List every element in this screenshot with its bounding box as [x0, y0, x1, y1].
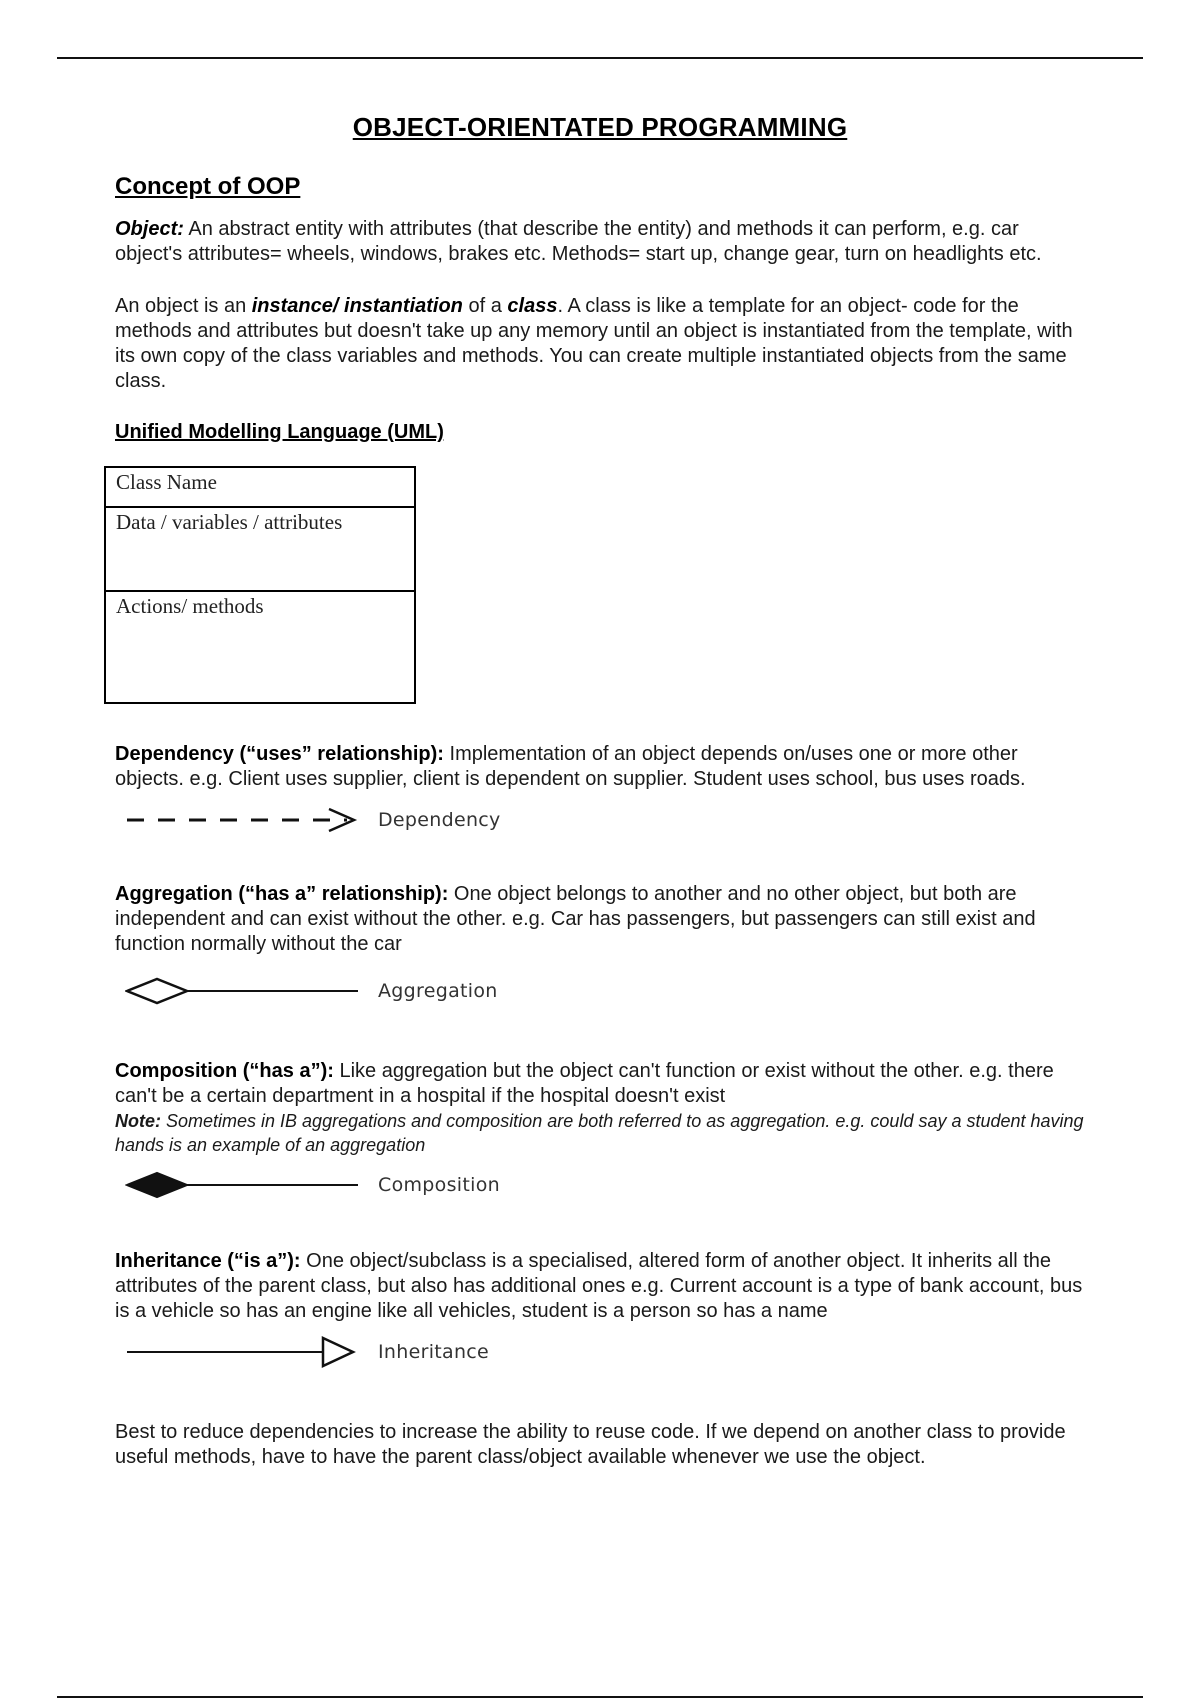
- dependency-diagram: [125, 800, 1085, 840]
- inheritance-paragraph: [115, 1249, 1085, 1324]
- object-text: An abstract entity with attributes (that describe the entity) and methods it can perform, e.g. car object's attributes= wheels, windows, brakes etc. Methods= start up, change gear, turn on headlights etc.: [115, 218, 1042, 265]
- aggregation-paragraph: [115, 882, 1085, 957]
- aggregation-hollow-diamond-icon: [125, 976, 360, 1006]
- instance-text-2: of a: [462, 295, 508, 317]
- object-definition: [115, 217, 1085, 267]
- aggregation-diagram: [125, 971, 1085, 1011]
- uml-methods: Actions/ methods: [116, 594, 264, 618]
- note-text: Sometimes in IB aggregations and composition are both referred to as aggregation. e.g. could say a student having hands is an example of an aggregation: [115, 1111, 1084, 1155]
- document-page: [115, 112, 1085, 1470]
- page-title: OBJECT-ORIENTATED PROGRAMMING: [352, 112, 848, 142]
- composition-filled-diamond-icon: [125, 1170, 360, 1200]
- dependency-paragraph: [115, 742, 1085, 792]
- aggregation-text: One object belongs to another and no other object, but both are independent and can exist without the other. e.g. Car has passengers, but passengers can still exist and function normally without the car: [115, 883, 1036, 955]
- class-term: class: [507, 295, 558, 317]
- composition-diagram-label: Composition: [378, 1174, 500, 1196]
- aggregation-label: Aggregation (“has a” relationship):: [115, 883, 449, 905]
- section-heading: Concept of OOP: [115, 173, 301, 200]
- composition-text: Like aggregation but the object can't function or exist without the other. e.g. there can't be a certain department in a hospital if the hospital doesn't exist: [115, 1060, 1054, 1107]
- dependency-diagram-label: Dependency: [378, 809, 501, 831]
- inheritance-text: One object/subclass is a specialised, altered form of another object. It inherits all the attributes of the parent class, but also has additional ones e.g. Current account is a type of bank account, bus is a vehicle so has an engine like all vehicles, student is a person so has a name: [115, 1250, 1083, 1322]
- composition-diagram: [125, 1165, 1085, 1205]
- uml-class-name: Class Name: [106, 468, 414, 508]
- dependency-label: Dependency (“uses” relationship):: [115, 743, 444, 765]
- composition-note: [115, 1109, 1085, 1157]
- inheritance-diagram-label: Inheritance: [378, 1341, 490, 1363]
- instance-term: instance/ instantiation: [251, 295, 463, 317]
- composition-label: Composition (“has a”):: [115, 1060, 334, 1082]
- footer-rule: [57, 1696, 1143, 1698]
- uml-class-box: [104, 466, 416, 704]
- object-label: Object:: [115, 218, 184, 240]
- dependency-text: Implementation of an object depends on/uses one or more other objects. e.g. Client uses supplier, client is dependent on supplier. Student uses school, bus uses roads.: [115, 743, 1026, 790]
- inheritance-label: Inheritance (“is a”):: [115, 1250, 301, 1272]
- closing-paragraph: Best to reduce dependencies to increase the ability to reuse code. If we depend on another class to provide useful methods, have to have the parent class/object available whenever we use the object.: [115, 1421, 1066, 1468]
- instance-text-3: . A class is like a template for an object- code for the methods and attributes but doesn't take up any memory until an object is instantiated from the template, with its own copy of the class variables and methods. You can create multiple instantiated objects from the same class.: [115, 295, 1073, 392]
- instance-text-1: An object is an: [115, 295, 252, 317]
- instance-paragraph: [115, 294, 1085, 394]
- composition-paragraph: [115, 1059, 1085, 1109]
- note-label: Note:: [115, 1111, 161, 1131]
- inheritance-diagram: [125, 1332, 1085, 1372]
- inheritance-hollow-triangle-icon: [125, 1335, 360, 1369]
- uml-attributes: Data / variables / attributes: [106, 508, 414, 592]
- dependency-arrow-icon: [125, 805, 360, 835]
- aggregation-diagram-label: Aggregation: [378, 980, 498, 1002]
- header-rule: [57, 57, 1143, 59]
- uml-heading: Unified Modelling Language (UML): [115, 421, 444, 443]
